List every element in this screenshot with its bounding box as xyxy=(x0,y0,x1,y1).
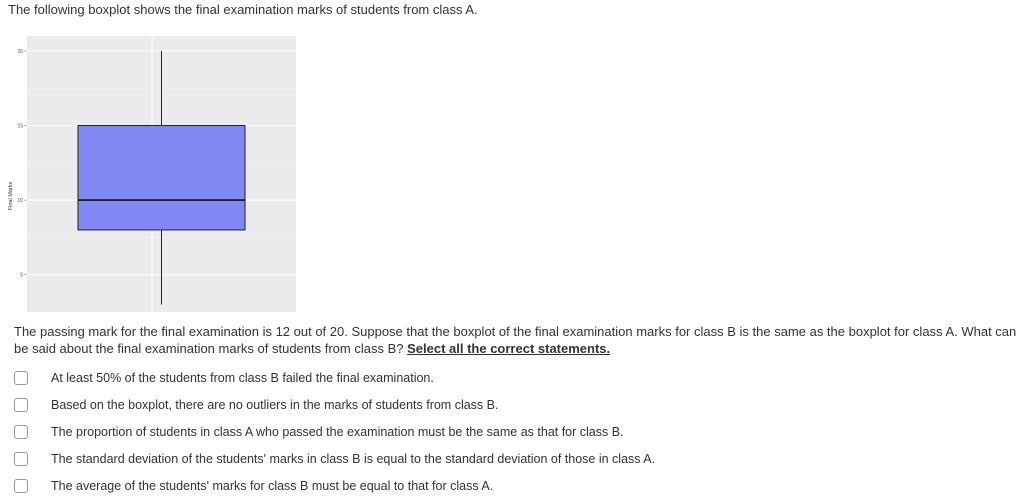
option-1-checkbox[interactable] xyxy=(14,371,28,385)
y-tick-label: 10 xyxy=(17,198,23,205)
boxplot-chart xyxy=(0,34,300,316)
boxplot-svg xyxy=(0,34,300,316)
option-5-label[interactable]: The average of the students' marks for class B must be equal to that for class A. xyxy=(51,478,494,493)
option-4-checkbox[interactable] xyxy=(14,452,28,466)
box-iqr xyxy=(78,126,245,230)
option-5-checkbox[interactable] xyxy=(14,479,28,493)
y-axis-label: Final Marks xyxy=(8,181,14,211)
option-4[interactable] xyxy=(14,445,1014,472)
intro-text: The following boxplot shows the final examination marks of students from class A. xyxy=(8,2,478,17)
y-tick-label: 5 xyxy=(20,272,23,279)
select-all-instruction: Select all the correct statements. xyxy=(407,341,611,356)
option-4-label[interactable]: The standard deviation of the students' marks in class B is equal to the standard deviation of those in class A. xyxy=(51,451,656,466)
option-3-label[interactable]: The proportion of students in class A who passed the examination must be the same as that for class B. xyxy=(51,424,624,439)
question-text xyxy=(14,323,1022,357)
y-tick-label: 20 xyxy=(17,48,23,55)
question-body: The passing mark for the final examination is 12 out of 20. Suppose that the boxplot of the final examination marks for class B is the same as the boxplot for class A. What can be said about the final examination marks of students from class B? xyxy=(14,324,1017,356)
option-2[interactable] xyxy=(14,391,1014,418)
option-1[interactable] xyxy=(14,364,1014,391)
option-2-label[interactable]: Based on the boxplot, there are no outliers in the marks of students from class B. xyxy=(51,397,499,412)
y-tick-label: 15 xyxy=(17,123,23,130)
option-3-checkbox[interactable] xyxy=(14,425,28,439)
option-2-checkbox[interactable] xyxy=(14,398,28,412)
option-1-label[interactable]: At least 50% of the students from class B failed the final examination. xyxy=(51,370,434,385)
option-5[interactable] xyxy=(14,472,1014,499)
answer-options xyxy=(14,364,1014,499)
option-3[interactable] xyxy=(14,418,1014,445)
